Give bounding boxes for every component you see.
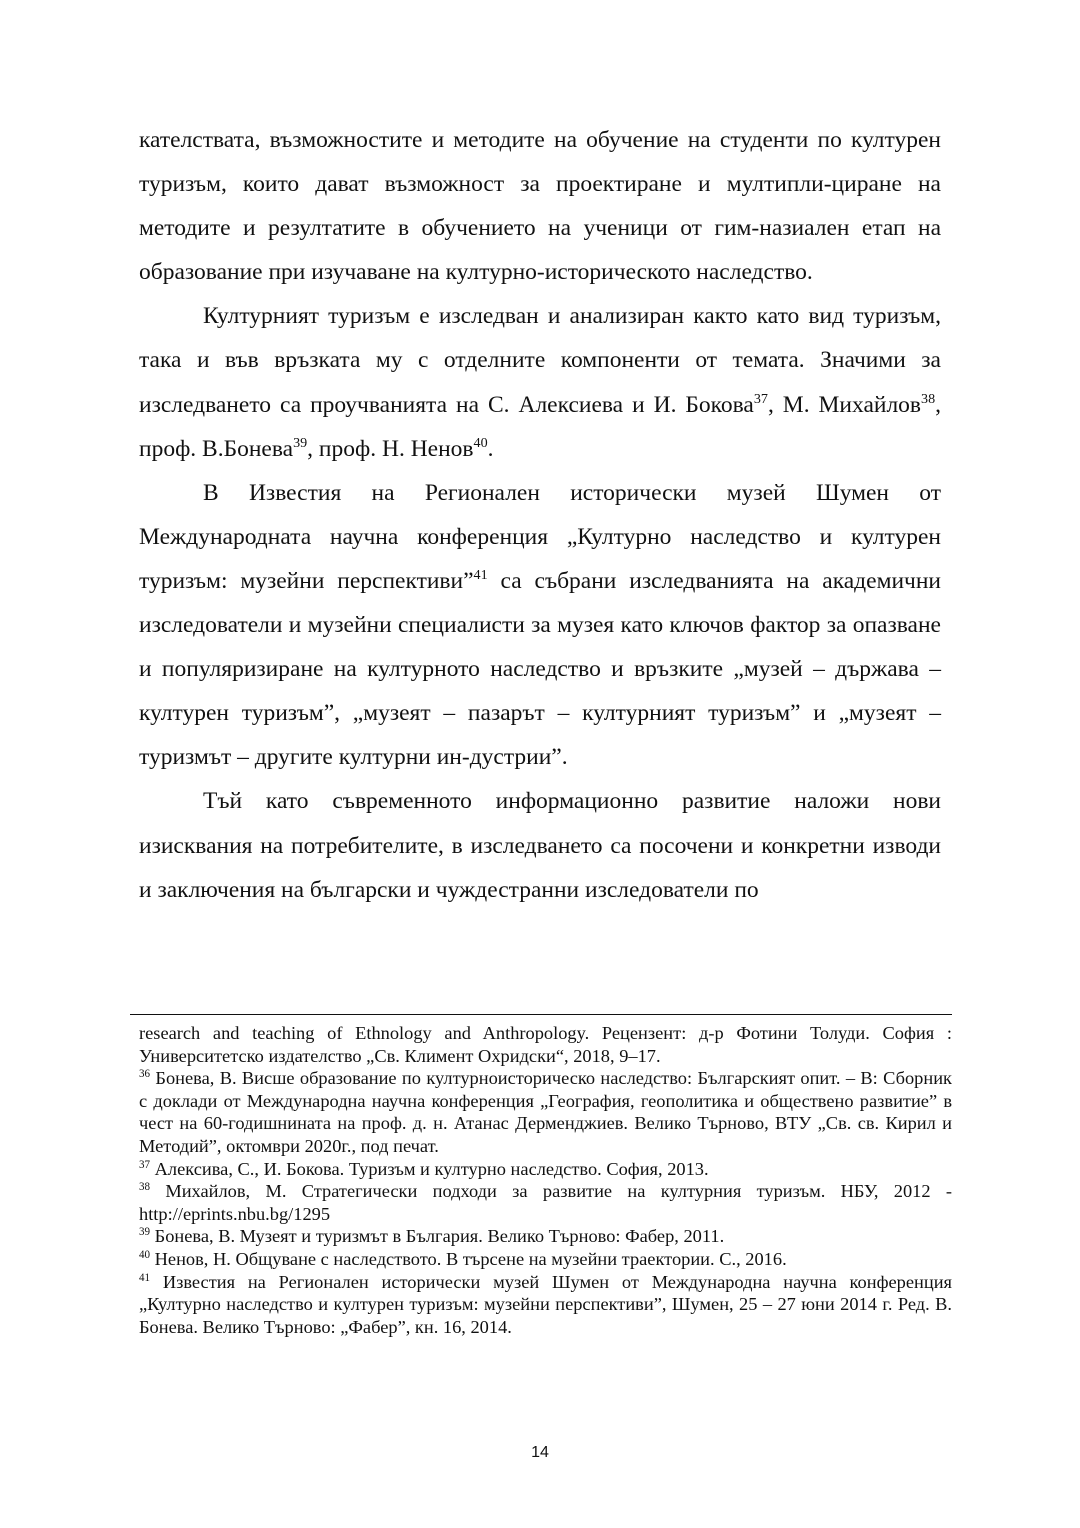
footnote-ref-38[interactable]: 38	[921, 390, 936, 407]
footnote-40	[139, 1248, 952, 1271]
footnote-separator	[130, 1014, 952, 1015]
footnote-number: 41	[139, 1271, 151, 1284]
footnote-text: Бонева, В. Висше образование по културноисторическо наследство: Българският опит. – В: Сборник с доклади от Международна научна конференция „География, геополитика и обществено развитие” в чест на 60-годишнината на проф. д. н. Атанас Дерменджиев. Велико Търново, ВТУ „Св. св. Кирил и Методий”, октомври 2020г., под печат.	[139, 1068, 952, 1156]
footnote-41	[139, 1271, 952, 1339]
paragraph-3-text: са събрани изследванията на академични изследователи и музейни специалисти за музея като ключов фактор за опазване и популяризиране на културното наследство и връзките „музей – държава – културен туризъм”, „музеят – пазарът – културният туризъм” и „музеят – туризмът – другите културни ин-дустрии”.	[139, 567, 941, 771]
page-number: 14	[531, 1444, 549, 1461]
footnote-37	[139, 1158, 952, 1181]
footnote-number: 36	[139, 1068, 151, 1081]
footnote-text: research and teaching of Ethnology and Anthropology. Рецензент: д-р Фотини Толуди. София : Университетско издателство „Св. Климент Охридски“, 2018, 9–17.	[139, 1023, 952, 1066]
footnote-continued	[139, 1022, 952, 1067]
footnote-text[interactable]: Михайлов, М. Стратегически подходи за развитие на културния туризъм. НБУ, 2012 - http://eprints.nbu.bg/1295	[139, 1181, 952, 1224]
paragraph-4: Тъй като съвременното информационно развитие наложи нови изисквания на потребителите, в изследването са посочени и конкретни изводи и заключения на български и чуждестранни изследователи по	[139, 788, 941, 903]
paragraph-2-text: .	[487, 435, 494, 462]
paragraph-2	[139, 294, 941, 470]
footnote-number: 37	[139, 1158, 151, 1171]
paragraph-2-text: , проф. В.Бонева	[139, 391, 941, 462]
paragraph-2-text: Културният туризъм е изследван и анализиран както като вид туризъм, така и във връзката му с отделните компоненти от темата. Значими за изследването са проучванията на С. Алексиева и И. Бокова	[139, 303, 941, 418]
footnote-ref-40[interactable]: 40	[473, 434, 488, 451]
footnote-number: 38	[139, 1181, 151, 1194]
footnote-number: 40	[139, 1248, 151, 1261]
paragraph-3-text: В Известия на Регионален исторически музей Шумен от Международната научна конференция „Културно наследство и културен туризъм: музейни перспективи”	[139, 479, 941, 594]
footnote-text: Алексива, С., И. Бокова. Туризъм и културно наследство. София, 2013.	[150, 1158, 709, 1179]
footnote-ref-41[interactable]: 41	[473, 567, 488, 584]
footnote-ref-39[interactable]: 39	[293, 434, 308, 451]
main-text	[139, 118, 941, 912]
paragraph-1: кателствата, възможностите и методите на обучение на студенти по културен туризъм, които дават възможност за проектиране и мултипли-циране на методите и резултатите в обучението на ученици от гим-назиален етап на образование при изучаване на културно-историческото наследство.	[139, 127, 941, 286]
footnote-text: Бонева, В. Музеят и туризмът в България. Велико Търново: Фабер, 2011.	[150, 1226, 725, 1247]
footnote-38	[139, 1180, 952, 1225]
footnote-39	[139, 1225, 952, 1248]
footnote-ref-37[interactable]: 37	[753, 390, 768, 407]
footnote-number: 39	[139, 1226, 151, 1239]
footnote-text: Известия на Регионален исторически музей Шумен от Международна научна конференция „Културно наследство и културен туризъм: музейни перспективи”, Шумен, 25 – 27 юни 2014 г. Ред. В. Бонева. Велико Търново: „Фабер”, кн. 16, 2014.	[139, 1271, 952, 1337]
paragraph-2-text: , М. Михайлов	[767, 391, 922, 418]
paragraph-3	[139, 471, 941, 780]
footnotes	[139, 1022, 952, 1338]
paragraph-2-text: , проф. Н. Ненов	[307, 435, 474, 462]
footnote-36	[139, 1067, 952, 1157]
footnote-text: Ненов, Н. Общуване с наследството. В търсене на музейни траектории. С., 2016.	[150, 1248, 787, 1269]
